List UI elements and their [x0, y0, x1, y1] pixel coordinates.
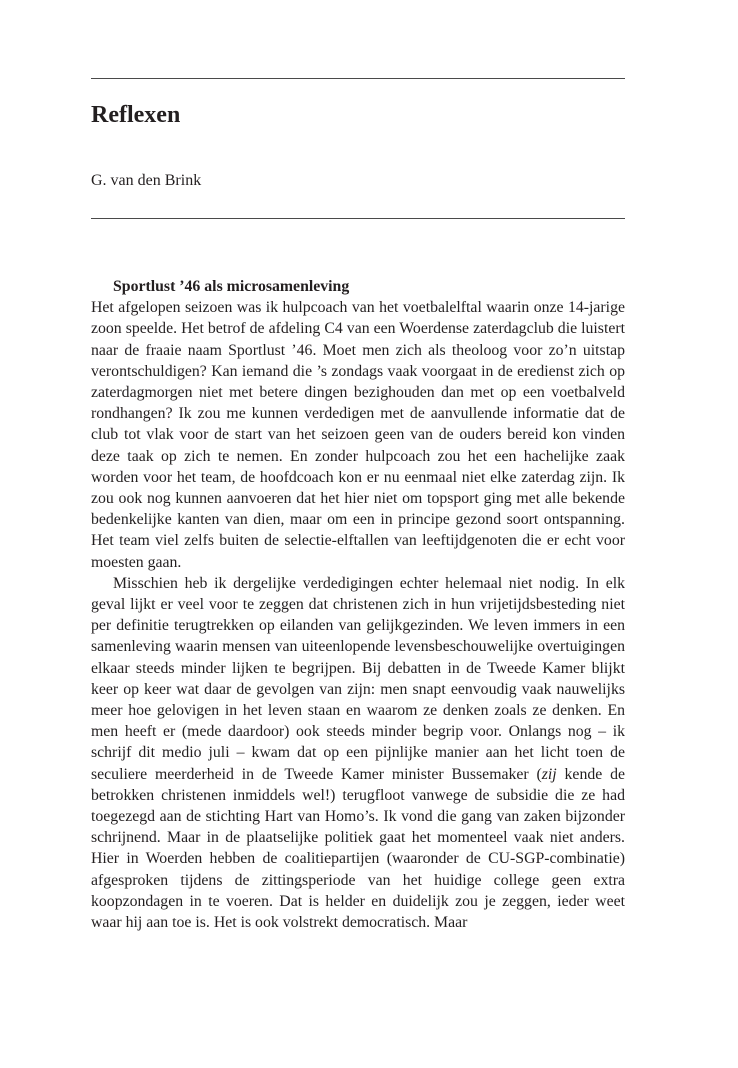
- article-title: Reflexen: [91, 102, 181, 128]
- bottom-rule: [91, 218, 625, 219]
- author-name: G. van den Brink: [91, 172, 202, 189]
- paragraph-2: [91, 573, 625, 933]
- article-body: [91, 276, 625, 933]
- section-heading: Sportlust ’46 als microsamenleving: [113, 278, 350, 295]
- paragraph-2-part-a: Misschien heb ik dergelijke verdedigingen echter helemaal niet nodig. In elk geval lijkt er veel voor te zeggen dat christenen zich in hun vrijetijdsbesteding niet per definitie terugtrekken op eilanden van gelijkgezinden. We leven immers in een samenleving waarin mensen van uiteenlopende levensbeschouwelijke overtuigingen elkaar steeds minder lijken te begrijpen. Bij debatten in de Tweede Kamer blijkt keer op keer wat daar de gevolgen van zijn: men snapt eenvoudig vaak nauwelijks meer hoe gelovigen in het leven staan en waarom ze denken zoals ze denken. En men heeft er (mede daardoor) ook steeds minder begrip voor. Onlangs nog – ik schrijf dit medio juli – kwam dat op een pijnlijke manier aan het licht toen de seculiere meerderheid in de Tweede Kamer minister Bussemaker (: [91, 574, 625, 783]
- paragraph-2-part-b: kende de betrokken christenen inmiddels wel!) terugfloot vanwege de subsidie die ze had toegezegd aan de stichting Hart van Homo’s. Ik vond die gang van zaken bijzonder schrijnend. Maar in de plaatselijke politiek gaat het momenteel vaak niet anders. Hier in Woerden hebben de coalitiepartijen (waaronder de CU-SGP-combinatie) afgesproken tijdens de zittingsperiode van het huidige college geen extra koopzondagen in te voeren. Dat is helder en duidelijk zou je zeggen, ieder weet waar hij aan toe is. Het is ook volstrekt democratisch. Maar: [91, 765, 625, 932]
- top-rule: [91, 78, 625, 79]
- paragraph-1: Het afgelopen seizoen was ik hulpcoach van het voetbalelftal waarin onze 14-jarige zoon speelde. Het betrof de afdeling C4 van een Woerdense zaterdagclub die luistert naar de fraaie naam Sportlust ’46. Moet men zich als theoloog voor zo’n uitstap verontschuldigen? Kan iemand die ’s zondags vaak voorgaat in de eredienst zich op zaterdagmorgen niet met betere dingen bezighouden dan met op een voetbalveld rondhangen? Ik zou me kunnen verdedigen met de aanvullende informatie dat de club tot vlak voor de start van het seizoen geen van de ouders bereid kon vinden deze taak op zich te nemen. En zonder hulpcoach zou het een hachelijke zaak worden voor het team, de hoofdcoach kon er nu eenmaal niet elke zaterdag zijn. Ik zou ook nog kunnen aanvoeren dat het hier niet om topsport ging met alle bekende bedenkelijke kanten van dien, maar om een in principe gezond soort ontspanning. Het team viel zelfs buiten de selectie-elftallen van leeftijdgenoten die er echt voor moesten gaan.: [91, 299, 625, 571]
- paragraph-2-emphasis: zij: [541, 765, 557, 783]
